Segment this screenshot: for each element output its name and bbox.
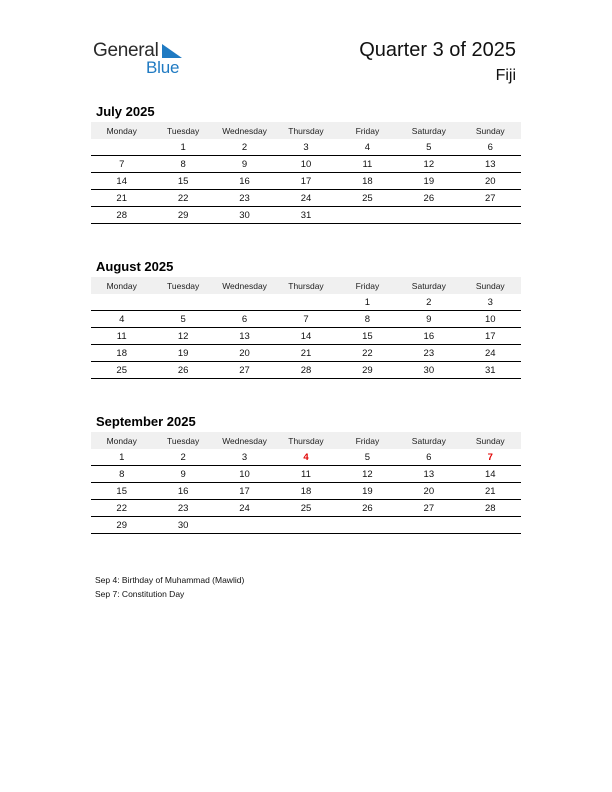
day-cell: 11 xyxy=(275,466,336,483)
week-row xyxy=(91,500,521,517)
week-row xyxy=(91,449,521,466)
day-cell: 6 xyxy=(460,139,521,156)
weekday-header: Sunday xyxy=(460,122,521,139)
day-cell: 5 xyxy=(337,449,398,466)
weekday-header: Monday xyxy=(91,432,152,449)
day-cell: 27 xyxy=(460,190,521,207)
empty-day-cell xyxy=(214,517,275,534)
weekday-header: Wednesday xyxy=(214,432,275,449)
day-cell: 19 xyxy=(337,483,398,500)
day-cell: 8 xyxy=(337,311,398,328)
logo-general-text: General xyxy=(93,40,159,61)
day-cell: 27 xyxy=(214,362,275,379)
weekday-header: Friday xyxy=(337,277,398,294)
day-cell: 23 xyxy=(152,500,213,517)
empty-day-cell xyxy=(275,517,336,534)
day-cell: 12 xyxy=(152,328,213,345)
holiday-day-cell: 7 xyxy=(460,449,521,466)
day-cell: 15 xyxy=(337,328,398,345)
day-cell: 12 xyxy=(398,156,459,173)
day-cell: 6 xyxy=(214,311,275,328)
weekday-header: Thursday xyxy=(275,122,336,139)
day-cell: 8 xyxy=(91,466,152,483)
day-cell: 3 xyxy=(275,139,336,156)
day-cell: 29 xyxy=(91,517,152,534)
day-cell: 24 xyxy=(275,190,336,207)
day-cell: 18 xyxy=(337,173,398,190)
weekday-header: Monday xyxy=(91,277,152,294)
empty-day-cell xyxy=(460,207,521,224)
day-cell: 5 xyxy=(152,311,213,328)
day-cell: 26 xyxy=(152,362,213,379)
day-cell: 24 xyxy=(460,345,521,362)
day-cell: 30 xyxy=(152,517,213,534)
day-cell: 29 xyxy=(152,207,213,224)
logo-blue-text: Blue xyxy=(146,58,180,77)
country-name: Fiji xyxy=(495,67,516,84)
day-cell: 17 xyxy=(214,483,275,500)
weekday-header: Thursday xyxy=(275,432,336,449)
day-cell: 14 xyxy=(460,466,521,483)
logo-triangle-icon xyxy=(162,44,182,58)
day-cell: 28 xyxy=(275,362,336,379)
day-cell: 28 xyxy=(91,207,152,224)
day-cell: 13 xyxy=(398,466,459,483)
week-row xyxy=(91,345,521,362)
week-row xyxy=(91,466,521,483)
day-cell: 22 xyxy=(337,345,398,362)
day-cell: 5 xyxy=(398,139,459,156)
day-cell: 20 xyxy=(460,173,521,190)
weekday-header: Friday xyxy=(337,432,398,449)
empty-day-cell xyxy=(275,294,336,311)
day-cell: 1 xyxy=(91,449,152,466)
month-july xyxy=(91,103,521,224)
calendar-grid xyxy=(91,432,521,534)
week-row xyxy=(91,517,521,534)
week-row xyxy=(91,173,521,190)
day-cell: 28 xyxy=(460,500,521,517)
calendar-grid xyxy=(91,122,521,224)
day-cell: 17 xyxy=(275,173,336,190)
generalblue-logo xyxy=(93,40,193,80)
day-cell: 10 xyxy=(214,466,275,483)
day-cell: 25 xyxy=(91,362,152,379)
month-august xyxy=(91,258,521,379)
day-cell: 10 xyxy=(460,311,521,328)
weekday-header: Wednesday xyxy=(214,277,275,294)
weekday-header: Saturday xyxy=(398,122,459,139)
day-cell: 18 xyxy=(91,345,152,362)
empty-day-cell xyxy=(91,294,152,311)
day-cell: 3 xyxy=(460,294,521,311)
day-cell: 29 xyxy=(337,362,398,379)
week-row xyxy=(91,483,521,500)
day-cell: 20 xyxy=(214,345,275,362)
day-cell: 13 xyxy=(214,328,275,345)
day-cell: 4 xyxy=(91,311,152,328)
empty-day-cell xyxy=(214,294,275,311)
day-cell: 26 xyxy=(337,500,398,517)
day-cell: 1 xyxy=(152,139,213,156)
day-cell: 17 xyxy=(460,328,521,345)
holiday-note: Sep 7: Constitution Day xyxy=(95,589,185,599)
day-cell: 18 xyxy=(275,483,336,500)
day-cell: 25 xyxy=(337,190,398,207)
day-cell: 12 xyxy=(337,466,398,483)
day-cell: 23 xyxy=(214,190,275,207)
weekday-header: Sunday xyxy=(460,432,521,449)
holiday-note: Sep 4: Birthday of Muhammad (Mawlid) xyxy=(95,575,245,585)
day-cell: 19 xyxy=(152,345,213,362)
day-cell: 16 xyxy=(214,173,275,190)
day-cell: 25 xyxy=(275,500,336,517)
day-cell: 14 xyxy=(275,328,336,345)
day-cell: 31 xyxy=(460,362,521,379)
day-cell: 19 xyxy=(398,173,459,190)
holiday-notes xyxy=(95,573,244,601)
month-title: July 2025 xyxy=(96,104,155,119)
day-cell: 4 xyxy=(337,139,398,156)
weekday-header: Tuesday xyxy=(152,277,213,294)
weekday-header-row xyxy=(91,432,521,449)
day-cell: 7 xyxy=(91,156,152,173)
week-row xyxy=(91,311,521,328)
day-cell: 23 xyxy=(398,345,459,362)
weekday-header: Sunday xyxy=(460,277,521,294)
week-row xyxy=(91,139,521,156)
weekday-header: Monday xyxy=(91,122,152,139)
empty-day-cell xyxy=(398,207,459,224)
empty-day-cell xyxy=(152,294,213,311)
weekday-header-row xyxy=(91,122,521,139)
weekday-header: Tuesday xyxy=(152,122,213,139)
day-cell: 13 xyxy=(460,156,521,173)
day-cell: 9 xyxy=(398,311,459,328)
day-cell: 8 xyxy=(152,156,213,173)
empty-day-cell xyxy=(91,139,152,156)
week-row xyxy=(91,362,521,379)
week-row xyxy=(91,294,521,311)
day-cell: 9 xyxy=(152,466,213,483)
day-cell: 3 xyxy=(214,449,275,466)
day-cell: 24 xyxy=(214,500,275,517)
day-cell: 21 xyxy=(91,190,152,207)
calendar-grid xyxy=(91,277,521,379)
day-cell: 20 xyxy=(398,483,459,500)
day-cell: 2 xyxy=(152,449,213,466)
day-cell: 26 xyxy=(398,190,459,207)
weekday-header: Wednesday xyxy=(214,122,275,139)
day-cell: 6 xyxy=(398,449,459,466)
weekday-header: Saturday xyxy=(398,432,459,449)
day-cell: 16 xyxy=(398,328,459,345)
weekday-header: Tuesday xyxy=(152,432,213,449)
week-row xyxy=(91,190,521,207)
day-cell: 16 xyxy=(152,483,213,500)
month-september xyxy=(91,413,521,534)
day-cell: 10 xyxy=(275,156,336,173)
day-cell: 30 xyxy=(398,362,459,379)
empty-day-cell xyxy=(398,517,459,534)
empty-day-cell xyxy=(337,517,398,534)
page-title: Quarter 3 of 2025 xyxy=(359,39,516,61)
day-cell: 9 xyxy=(214,156,275,173)
week-row xyxy=(91,207,521,224)
day-cell: 31 xyxy=(275,207,336,224)
month-title: September 2025 xyxy=(96,414,196,429)
week-row xyxy=(91,156,521,173)
day-cell: 2 xyxy=(398,294,459,311)
day-cell: 21 xyxy=(460,483,521,500)
day-cell: 1 xyxy=(337,294,398,311)
month-title: August 2025 xyxy=(96,259,174,274)
weekday-header: Saturday xyxy=(398,277,459,294)
day-cell: 15 xyxy=(152,173,213,190)
day-cell: 14 xyxy=(91,173,152,190)
day-cell: 7 xyxy=(275,311,336,328)
day-cell: 15 xyxy=(91,483,152,500)
weekday-header: Thursday xyxy=(275,277,336,294)
day-cell: 11 xyxy=(337,156,398,173)
day-cell: 22 xyxy=(152,190,213,207)
day-cell: 27 xyxy=(398,500,459,517)
weekday-header-row xyxy=(91,277,521,294)
empty-day-cell xyxy=(337,207,398,224)
day-cell: 11 xyxy=(91,328,152,345)
day-cell: 2 xyxy=(214,139,275,156)
holiday-day-cell: 4 xyxy=(275,449,336,466)
week-row xyxy=(91,328,521,345)
day-cell: 30 xyxy=(214,207,275,224)
day-cell: 21 xyxy=(275,345,336,362)
empty-day-cell xyxy=(460,517,521,534)
day-cell: 22 xyxy=(91,500,152,517)
weekday-header: Friday xyxy=(337,122,398,139)
